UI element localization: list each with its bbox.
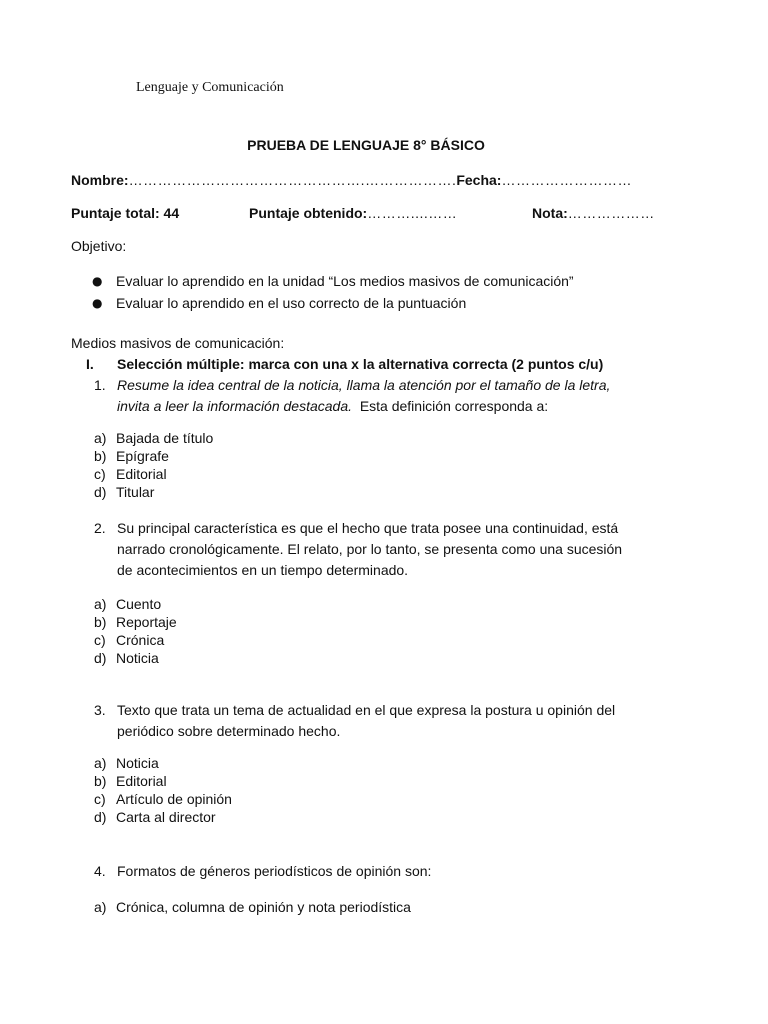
option-a[interactable]: a) Bajada de título <box>94 430 214 446</box>
nombre-blank: ………………………………………….………………. <box>128 172 457 188</box>
question-number: 4. <box>94 863 106 879</box>
exam-title: PRUEBA DE LENGUAJE 8° BÁSICO <box>247 137 485 153</box>
option-d[interactable]: d) Noticia <box>94 650 159 666</box>
nombre-field <box>71 172 632 188</box>
fecha-label: Fecha: <box>456 172 502 188</box>
option-b[interactable]: b) Reportaje <box>94 614 177 630</box>
nota-field <box>532 205 655 221</box>
question-3-line-1: Texto que trata un tema de actualidad en el que expresa la postura u opinión del <box>117 702 616 718</box>
option-c[interactable]: c) Editorial <box>94 466 167 482</box>
option-a[interactable]: a) Crónica, columna de opinión y nota periodística <box>94 899 411 915</box>
question-number: 2. <box>94 520 106 536</box>
option-d[interactable]: d) Carta al director <box>94 809 216 825</box>
question-1-rest: Esta definición corresponda a: <box>359 398 549 414</box>
puntaje-total: Puntaje total: 44 <box>71 205 180 221</box>
nota-label: Nota: <box>532 205 568 221</box>
question-3-line-2: periódico sobre determinado hecho. <box>117 723 341 739</box>
question-2-line-3: de acontecimientos en un tiempo determinado. <box>117 562 409 578</box>
question-4-line-1: Formatos de géneros periodísticos de opinión son: <box>117 863 432 879</box>
nota-blank: ……………… <box>567 205 655 221</box>
puntaje-obtenido-field <box>249 205 457 221</box>
section-heading: Selección múltiple: marca con una x la alternativa correcta (2 puntos c/u) <box>117 356 604 372</box>
option-a[interactable]: a) Cuento <box>94 596 162 612</box>
question-2-line-1: Su principal característica es que el hecho que trata posee una continuidad, está <box>117 520 619 536</box>
section-roman: I. <box>86 356 94 372</box>
question-2-line-2: narrado cronológicamente. El relato, por lo tanto, se presenta como una sucesión <box>117 541 623 557</box>
section-title: Medios masivos de comunicación: <box>71 335 285 351</box>
bullet-icon: ● <box>92 296 103 310</box>
option-a[interactable]: a) Noticia <box>94 755 159 771</box>
puntaje-obtenido-label: Puntaje obtenido: <box>249 205 368 221</box>
option-b[interactable]: b) Epígrafe <box>94 448 169 464</box>
question-1-italic: invita a leer la información destacada. <box>117 398 353 414</box>
bullet-icon: ● <box>92 274 103 288</box>
question-1-line-2 <box>117 398 548 414</box>
objetivo-label: Objetivo: <box>71 238 127 254</box>
option-c[interactable]: c) Artículo de opinión <box>94 791 232 807</box>
objetivo-bullet-2: Evaluar lo aprendido en el uso correcto de la puntuación <box>116 295 467 311</box>
puntaje-obtenido-blank: ………....…… <box>367 205 458 221</box>
option-d[interactable]: d) Titular <box>94 484 155 500</box>
option-b[interactable]: b) Editorial <box>94 773 167 789</box>
question-1-line-1: Resume la idea central de la noticia, llama la atención por el tamaño de la letra, <box>117 377 611 393</box>
nombre-label: Nombre: <box>71 172 129 188</box>
option-c[interactable]: c) Crónica <box>94 632 165 648</box>
subject-header: Lenguaje y Comunicación <box>136 80 284 95</box>
objetivo-bullet-1: Evaluar lo aprendido en la unidad “Los medios masivos de comunicación” <box>116 273 574 289</box>
fecha-blank: ……………………… <box>501 172 632 188</box>
question-number: 3. <box>94 702 106 718</box>
question-number: 1. <box>94 377 106 393</box>
